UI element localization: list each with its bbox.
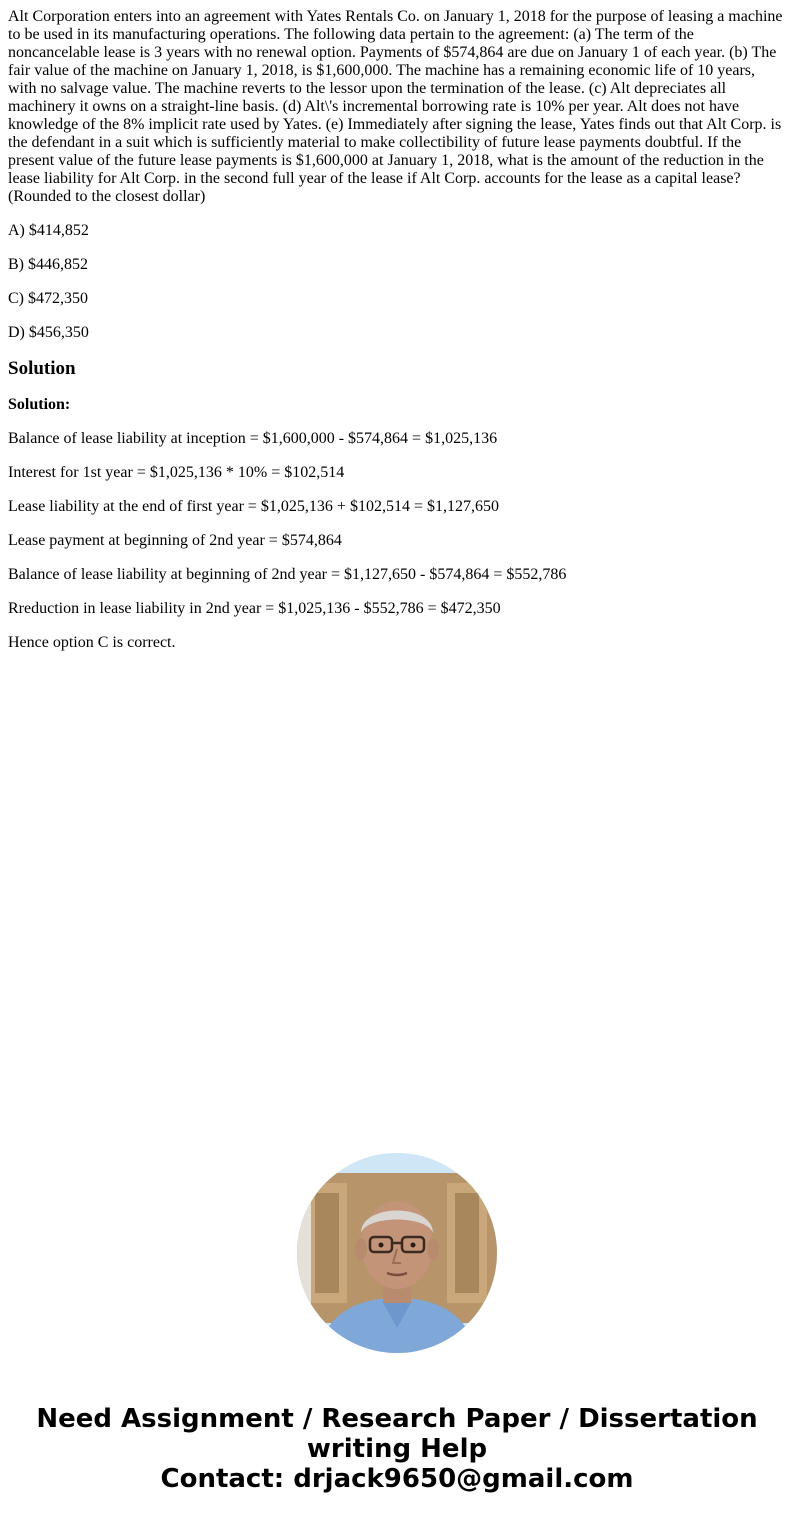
avatar — [297, 1153, 497, 1353]
document-content — [8, 8, 786, 668]
solution-line: Balance of lease liability at inception = $1,600,000 - $574,864 = $1,025,136 — [8, 430, 498, 447]
option-a: A) $414,852 — [8, 222, 89, 239]
solution-line: Interest for 1st year = $1,025,136 * 10% = $102,514 — [8, 464, 345, 481]
solution-line: Lease liability at the end of first year = $1,025,136 + $102,514 = $1,127,650 — [8, 498, 499, 515]
option-d: D) $456,350 — [8, 324, 89, 341]
solution-line: Rreduction in lease liability in 2nd year = $1,025,136 - $552,786 = $472,350 — [8, 600, 501, 617]
solution-conclusion: Hence option C is correct. — [8, 634, 176, 651]
solution-line: Balance of lease liability at beginning of 2nd year = $1,127,650 - $574,864 = $552,786 — [8, 566, 567, 583]
footer-contact: Contact: drjack9650@gmail.com — [160, 1464, 634, 1494]
option-b: B) $446,852 — [8, 256, 88, 273]
footer-line-1: Need Assignment / Research Paper / Dissertation — [36, 1404, 758, 1434]
option-c: C) $472,350 — [8, 290, 88, 307]
avatar-portrait-icon — [297, 1153, 497, 1353]
footer-line-2: writing Help — [306, 1434, 488, 1464]
solution-heading: Solution — [8, 358, 76, 379]
solution-line: Lease payment at beginning of 2nd year = $574,864 — [8, 532, 342, 549]
solution-label: Solution: — [8, 396, 71, 413]
footer-banner — [0, 1404, 794, 1494]
question-text: Alt Corporation enters into an agreement with Yates Rentals Co. on January 1, 2018 for the purpose of leasing a machine to be used in its manufacturing operations. The following data pertain to the agreement: (a) The term of the noncancelable lease is 3 years with no renewal option. Payments of $574,864 are due on January 1 of each year. (b) The fair value of the machine on January 1, 2018, is $1,600,000. The machine has a remaining economic life of 10 years, with no salvage value. The machine reverts to the lessor upon the termination of the lease. (c) Alt depreciates all machinery it owns on a straight-line basis. (d) Alt\'s incremental borrowing rate is 10% per year. Alt does not have knowledge of the 8% implicit rate used by Yates. (e) Immediately after signing the lease, Yates finds out that Alt Corp. is the defendant in a suit which is sufficiently material to make collectibility of future lease payments doubtful. If the present value of the future lease payments is $1,600,000 at January 1, 2018, what is the amount of the reduction in the lease liability for Alt Corp. in the second full year of the lease if Alt Corp. accounts for the lease as a capital lease? (Rounded to the closest dollar) — [8, 8, 783, 205]
